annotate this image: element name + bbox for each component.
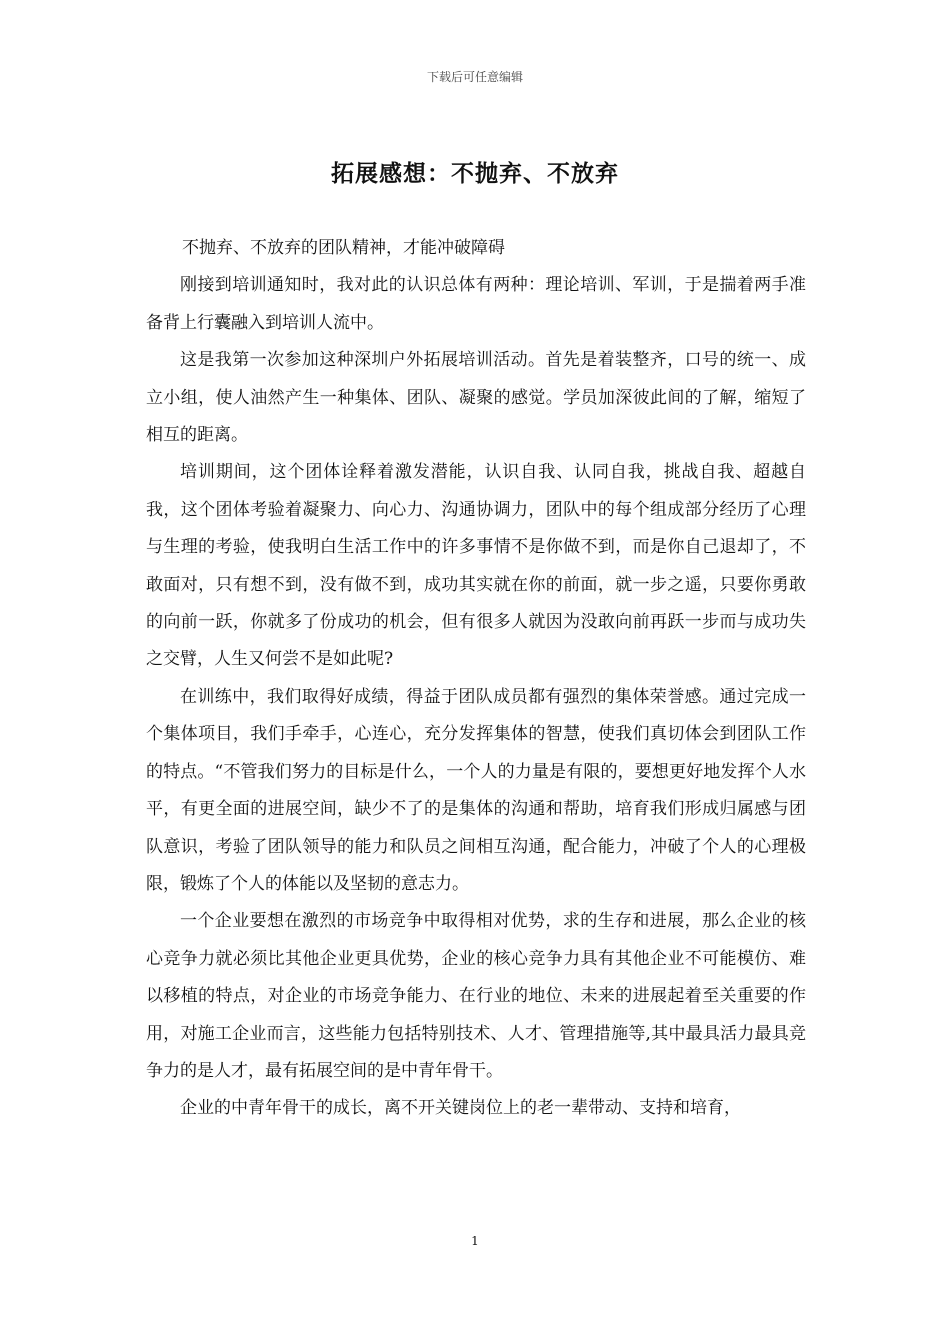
document-title: 拓展感想：不抛弃、不放弃 (331, 160, 619, 187)
paragraph-1: 不抛弃、不放弃的团队精神，才能冲破障碍 (182, 238, 505, 258)
paragraph-7: 企业的中青年骨干的成长，离不开关键岗位上的老一辈带动、支持和培育， (180, 1098, 741, 1119)
paragraph-5: 在训练中，我们取得好成绩，得益于团队成员都有强烈的集体荣誉感。通过完成一个集体项目，我们手牵手，心连心，充分发挥集体的智慧，使我们真切体会到团队工作的特点。“不管我们努力的目标是什么，一个人的力量是有限的，要想更好地发挥个人水平，有更全面的进展空间，缺少不了的是集体的沟通和帮助，培育我们形成归属感与团队意识，考验了团队领导的能力和队员之间相互沟通，配合能力，冲破了个人的心理极限，锻炼了个人的体能以及坚韧的意志力。 (146, 686, 806, 894)
document-body (146, 230, 806, 1128)
page-number: 1 (471, 1234, 479, 1248)
paragraph-6: 一个企业要想在激烈的市场竞争中取得相对优势，求的生存和进展，那么企业的核心竞争力就必须比其他企业更具优势，企业的核心竞争力具有其他企业不可能模仿、难以移植的特点，对企业的市场竞争能力、在行业的地位、未来的进展起着至关重要的作用，对施工企业而言，这些能力包括特别技术、人才、管理措施等,其中最具活力最具竞争力的是人才，最有拓展空间的是中青年骨干。 (146, 911, 806, 1081)
paragraph-3: 这是我第一次参加这种深圳户外拓展培训活动。首先是着装整齐，口号的统一、成立小组，使人油然产生一种集体、团队、凝聚的感觉。学员加深彼此间的了解，缩短了相互的距离。 (146, 350, 806, 446)
paragraph-4: 培训期间，这个团体诠释着激发潜能，认识自我、认同自我，挑战自我、超越自我，这个团体考验着凝聚力、向心力、沟通协调力，团队中的每个组成部分经历了心理与生理的考验，使我明白生活工作中的许多事情不是你做不到，而是你自己退却了，不敢面对，只有想不到，没有做不到，成功其实就在你的前面，就一步之遥，只要你勇敢的向前一跃，你就多了份成功的机会，但有很多人就因为没敢向前再跃一步而与成功失之交臂，人生又何尝不是如此呢? (146, 462, 806, 670)
page-header: 下载后可任意编辑 (426, 70, 523, 84)
paragraph-2: 刚接到培训通知时，我对此的认识总体有两种：理论培训、军训，于是揣着两手准备背上行囊融入到培训人流中。 (146, 275, 806, 333)
